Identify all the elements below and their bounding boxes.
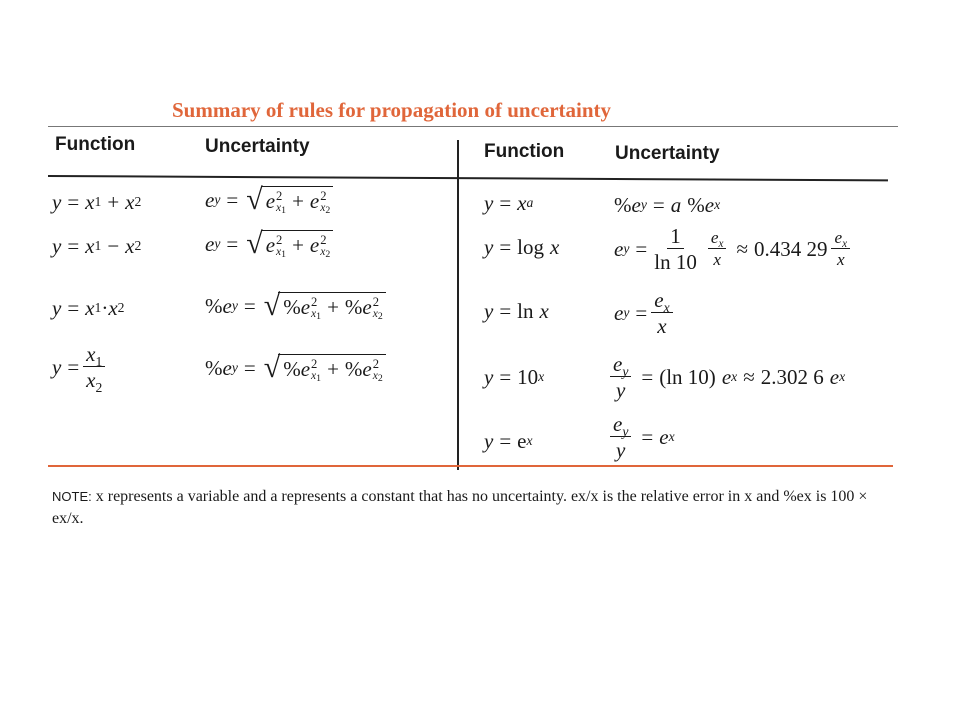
column-divider — [457, 140, 459, 470]
function-sum: y = x 1 + x 2 — [52, 189, 142, 214]
function-exp-e: y = e x — [484, 428, 533, 453]
table-note — [52, 486, 892, 530]
function-product: y = x 1 · x 2 — [52, 295, 125, 320]
uncertainty-difference: e y = √ e 2 $x_1$ + e 2 $x_2$ — [205, 222, 333, 266]
table-title: Summary of rules for propagation of uncertainty — [172, 98, 612, 122]
uncertainty-quotient: % e y = √ %e 2 $x_1$ + %e 2 $x_2$ — [205, 346, 386, 390]
uncertainty-log: e y = $\frac{1}{\ln 10}$ $\frac{e_x}{x}$ ≈ 0.434 29 $\frac{e_x}{x}$ — [614, 218, 854, 280]
header-uncertainty-right: Uncertainty — [615, 143, 720, 164]
function-quotient: y = $\frac{x_1}{x_2}$ — [52, 336, 109, 398]
function-power: y = x a — [484, 190, 534, 215]
function-ln: y = ln x — [484, 298, 549, 323]
uncertainty-exp10: $\frac{e_y}{y}$ = (ln 10) e x ≈ 2.302 6 e x — [606, 346, 845, 408]
note-text: x represents a variable and a represents a constant that has no uncertainty. ex/x is the relative error in x and %ex is 100 × ex/x. — [52, 488, 868, 527]
uncertainty-sum: e y = √ e 2 $x_1$ + e 2 $x_2$ — [205, 178, 333, 222]
uncertainty-power: % e y = a % e x — [614, 192, 721, 217]
function-log: y = log x — [484, 234, 560, 259]
header-function-right: Function — [484, 141, 565, 162]
header-function-left: Function — [55, 134, 136, 155]
uncertainty-ln: e y = $\frac{e_x}{x}$ — [614, 284, 677, 342]
uncertainty-product: % e y = √ %e 2 $x_1$ + %e 2 $x_2$ — [205, 284, 386, 328]
uncertainty-exp-e: $\frac{e_y}{y}$ = e x — [606, 406, 675, 468]
function-difference: y = x 1 − x 2 — [52, 233, 142, 258]
header-rule — [48, 175, 888, 181]
header-uncertainty-left: Uncertainty — [205, 136, 310, 157]
top-rule — [48, 126, 898, 127]
bottom-rule — [48, 465, 893, 467]
function-exp10: y = 10 x — [484, 364, 545, 389]
note-label: NOTE: — [52, 489, 92, 504]
